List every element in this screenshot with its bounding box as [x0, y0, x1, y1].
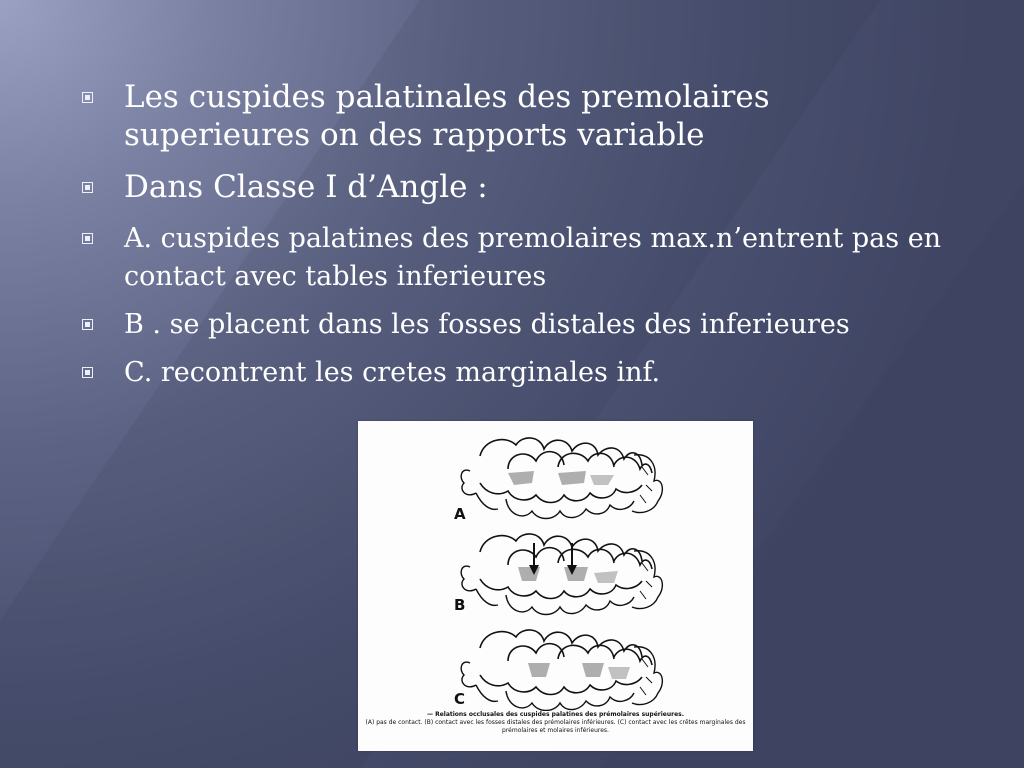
bullet-item [82, 78, 962, 154]
bullet-item [82, 220, 962, 296]
panel-label-c: C [454, 690, 466, 708]
bullet-text: A. cuspides palatines des premolaires max.n’entrent pas en contact avec tables inferieures [124, 223, 942, 292]
occlusion-figure [358, 421, 753, 751]
figure-caption [364, 711, 747, 735]
figure-caption-title: — Relations occlusales des cuspides palatines des prémolaires supérieures. [426, 711, 685, 718]
bullet-text: Les cuspides palatinales des premolaires superieures on des rapports variable [124, 79, 770, 153]
panel-label-a: A [454, 505, 466, 523]
panel-label-b: B [454, 596, 466, 614]
boxed-square-bullet-icon [82, 367, 93, 378]
bullet-text: Dans Classe I d’Angle : [124, 169, 488, 205]
boxed-square-bullet-icon [82, 319, 93, 330]
bullet-text: B . se placent dans les fosses distales des inferieures [124, 309, 850, 340]
bullet-item [82, 168, 962, 206]
teeth-diagram [358, 421, 753, 711]
bullet-list [82, 78, 962, 402]
boxed-square-bullet-icon [82, 182, 93, 193]
bullet-item [82, 306, 962, 344]
bullet-text: C. recontrent les cretes marginales inf. [124, 357, 661, 388]
boxed-square-bullet-icon [82, 92, 93, 103]
bullet-item [82, 354, 962, 392]
figure-caption-body: (A) pas de contact. (B) contact avec les fosses distales des prémolaires inférieures. (C) contact avec les crêtes marginales des prémolaires et molaires inférieures. [365, 719, 746, 734]
boxed-square-bullet-icon [82, 233, 93, 244]
